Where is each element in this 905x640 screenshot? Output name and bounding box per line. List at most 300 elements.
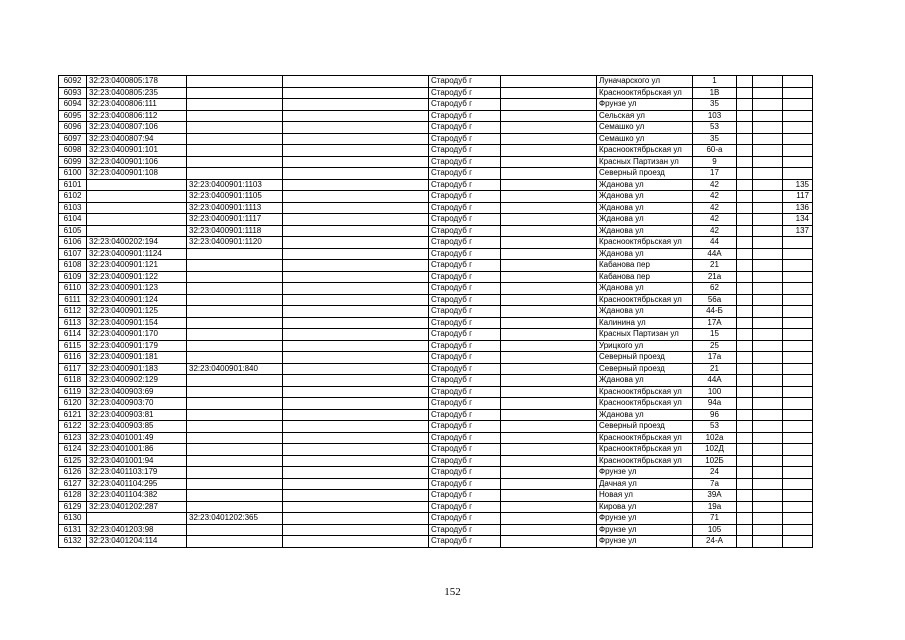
row-number-cell: 6106 xyxy=(59,237,87,249)
table-row xyxy=(59,455,813,467)
table-row xyxy=(59,524,813,536)
table-row xyxy=(59,133,813,145)
parent-cadastral-cell xyxy=(187,99,283,111)
cadastral-number-cell: 32:23:0400901:122 xyxy=(87,271,187,283)
table-row xyxy=(59,421,813,433)
row-number-cell: 6105 xyxy=(59,225,87,237)
house-number-cell: 44А xyxy=(693,248,737,260)
empty-cell xyxy=(501,455,597,467)
empty-cell xyxy=(753,76,783,88)
apartment-cell xyxy=(783,536,813,548)
table-row xyxy=(59,536,813,548)
empty-cell xyxy=(737,260,753,272)
city-cell: Стародуб г xyxy=(429,248,501,260)
empty-cell xyxy=(753,99,783,111)
empty-cell xyxy=(283,260,429,272)
parent-cadastral-cell: 32:23:0400901:1105 xyxy=(187,191,283,203)
empty-cell xyxy=(501,444,597,456)
house-number-cell: 102Д xyxy=(693,444,737,456)
empty-cell xyxy=(737,248,753,260)
empty-cell xyxy=(737,375,753,387)
table-row xyxy=(59,386,813,398)
house-number-cell: 100 xyxy=(693,386,737,398)
apartment-cell xyxy=(783,156,813,168)
apartment-cell xyxy=(783,363,813,375)
city-cell: Стародуб г xyxy=(429,87,501,99)
empty-cell xyxy=(753,317,783,329)
empty-cell xyxy=(753,478,783,490)
empty-cell xyxy=(737,409,753,421)
table-row xyxy=(59,168,813,180)
empty-cell xyxy=(737,133,753,145)
table-row xyxy=(59,306,813,318)
street-cell: Кабанова пер xyxy=(597,260,693,272)
house-number-cell: 42 xyxy=(693,225,737,237)
apartment-cell xyxy=(783,168,813,180)
row-number-cell: 6114 xyxy=(59,329,87,341)
empty-cell xyxy=(283,191,429,203)
empty-cell xyxy=(501,283,597,295)
empty-cell xyxy=(283,490,429,502)
empty-cell xyxy=(501,271,597,283)
empty-cell xyxy=(753,375,783,387)
city-cell: Стародуб г xyxy=(429,421,501,433)
empty-cell xyxy=(737,156,753,168)
parent-cadastral-cell xyxy=(187,536,283,548)
street-cell: Краснооктябрьская ул xyxy=(597,145,693,157)
table-row xyxy=(59,329,813,341)
empty-cell xyxy=(753,432,783,444)
empty-cell xyxy=(753,133,783,145)
house-number-cell: 102Б xyxy=(693,455,737,467)
empty-cell xyxy=(737,237,753,249)
empty-cell xyxy=(737,110,753,122)
house-number-cell: 21 xyxy=(693,363,737,375)
apartment-cell xyxy=(783,409,813,421)
empty-cell xyxy=(737,352,753,364)
street-cell: Красных Партизан ул xyxy=(597,156,693,168)
parent-cadastral-cell xyxy=(187,260,283,272)
empty-cell xyxy=(283,283,429,295)
street-cell: Северный проезд xyxy=(597,363,693,375)
row-number-cell: 6119 xyxy=(59,386,87,398)
empty-cell xyxy=(737,421,753,433)
empty-cell xyxy=(753,87,783,99)
cadastral-number-cell: 32:23:0400901:101 xyxy=(87,145,187,157)
city-cell: Стародуб г xyxy=(429,260,501,272)
empty-cell xyxy=(283,179,429,191)
street-cell: Северный проезд xyxy=(597,352,693,364)
empty-cell xyxy=(283,340,429,352)
empty-cell xyxy=(501,133,597,145)
house-number-cell: 35 xyxy=(693,133,737,145)
empty-cell xyxy=(283,214,429,226)
row-number-cell: 6104 xyxy=(59,214,87,226)
cadastral-number-cell: 32:23:0400901:108 xyxy=(87,168,187,180)
apartment-cell xyxy=(783,110,813,122)
table-row xyxy=(59,513,813,525)
empty-cell xyxy=(283,237,429,249)
empty-cell xyxy=(501,179,597,191)
house-number-cell: 62 xyxy=(693,283,737,295)
row-number-cell: 6130 xyxy=(59,513,87,525)
house-number-cell: 96 xyxy=(693,409,737,421)
cadastral-number-cell: 32:23:0400202:194 xyxy=(87,237,187,249)
house-number-cell: 102а xyxy=(693,432,737,444)
cadastral-number-cell: 32:23:0400901:121 xyxy=(87,260,187,272)
city-cell: Стародуб г xyxy=(429,306,501,318)
empty-cell xyxy=(737,76,753,88)
empty-cell xyxy=(501,145,597,157)
parent-cadastral-cell xyxy=(187,329,283,341)
empty-cell xyxy=(501,513,597,525)
empty-cell xyxy=(283,409,429,421)
row-number-cell: 6099 xyxy=(59,156,87,168)
apartment-cell xyxy=(783,352,813,364)
empty-cell xyxy=(737,455,753,467)
row-number-cell: 6117 xyxy=(59,363,87,375)
city-cell: Стародуб г xyxy=(429,536,501,548)
row-number-cell: 6100 xyxy=(59,168,87,180)
row-number-cell: 6116 xyxy=(59,352,87,364)
apartment-cell xyxy=(783,99,813,111)
apartment-cell xyxy=(783,340,813,352)
empty-cell xyxy=(753,237,783,249)
row-number-cell: 6108 xyxy=(59,260,87,272)
apartment-cell xyxy=(783,237,813,249)
street-cell: Дачная ул xyxy=(597,478,693,490)
house-number-cell: 35 xyxy=(693,99,737,111)
cadastral-number-cell: 32:23:0401001:94 xyxy=(87,455,187,467)
empty-cell xyxy=(737,294,753,306)
empty-cell xyxy=(283,513,429,525)
row-number-cell: 6093 xyxy=(59,87,87,99)
empty-cell xyxy=(501,478,597,490)
parent-cadastral-cell xyxy=(187,294,283,306)
house-number-cell: 44А xyxy=(693,375,737,387)
row-number-cell: 6124 xyxy=(59,444,87,456)
parent-cadastral-cell xyxy=(187,524,283,536)
house-number-cell: 44-Б xyxy=(693,306,737,318)
parent-cadastral-cell xyxy=(187,317,283,329)
row-number-cell: 6109 xyxy=(59,271,87,283)
row-number-cell: 6129 xyxy=(59,501,87,513)
apartment-cell xyxy=(783,329,813,341)
empty-cell xyxy=(283,306,429,318)
house-number-cell: 53 xyxy=(693,122,737,134)
empty-cell xyxy=(753,536,783,548)
house-number-cell: 15 xyxy=(693,329,737,341)
house-number-cell: 42 xyxy=(693,179,737,191)
street-cell: Калинина ул xyxy=(597,317,693,329)
cadastral-number-cell: 32:23:0401001:86 xyxy=(87,444,187,456)
city-cell: Стародуб г xyxy=(429,432,501,444)
table-row xyxy=(59,122,813,134)
street-cell: Кабанова пер xyxy=(597,271,693,283)
street-cell: Краснооктябрьская ул xyxy=(597,294,693,306)
empty-cell xyxy=(283,87,429,99)
empty-cell xyxy=(283,501,429,513)
house-number-cell: 39А xyxy=(693,490,737,502)
row-number-cell: 6128 xyxy=(59,490,87,502)
cadastral-number-cell: 32:23:0400901:106 xyxy=(87,156,187,168)
empty-cell xyxy=(501,329,597,341)
table-row xyxy=(59,87,813,99)
house-number-cell: 21 xyxy=(693,260,737,272)
empty-cell xyxy=(283,432,429,444)
empty-cell xyxy=(737,478,753,490)
row-number-cell: 6112 xyxy=(59,306,87,318)
cadastral-number-cell xyxy=(87,225,187,237)
street-cell: Жданова ул xyxy=(597,409,693,421)
row-number-cell: 6131 xyxy=(59,524,87,536)
cadastral-number-cell xyxy=(87,202,187,214)
table-row xyxy=(59,145,813,157)
house-number-cell: 24-А xyxy=(693,536,737,548)
table-row xyxy=(59,501,813,513)
city-cell: Стародуб г xyxy=(429,76,501,88)
table-row xyxy=(59,202,813,214)
table-row xyxy=(59,478,813,490)
street-cell: Фрунзе ул xyxy=(597,524,693,536)
street-cell: Жданова ул xyxy=(597,214,693,226)
empty-cell xyxy=(283,225,429,237)
empty-cell xyxy=(283,363,429,375)
cadastral-number-cell: 32:23:0401203:98 xyxy=(87,524,187,536)
empty-cell xyxy=(283,133,429,145)
empty-cell xyxy=(753,455,783,467)
house-number-cell: 42 xyxy=(693,202,737,214)
street-cell: Жданова ул xyxy=(597,375,693,387)
parent-cadastral-cell: 32:23:0400901:1103 xyxy=(187,179,283,191)
parent-cadastral-cell xyxy=(187,444,283,456)
house-number-cell: 53 xyxy=(693,421,737,433)
cadastral-number-cell: 32:23:0400901:125 xyxy=(87,306,187,318)
cadastral-number-cell: 32:23:0400902:129 xyxy=(87,375,187,387)
empty-cell xyxy=(737,444,753,456)
empty-cell xyxy=(283,398,429,410)
empty-cell xyxy=(501,340,597,352)
street-cell: Краснооктябрьская ул xyxy=(597,87,693,99)
empty-cell xyxy=(753,352,783,364)
empty-cell xyxy=(737,536,753,548)
empty-cell xyxy=(283,110,429,122)
empty-cell xyxy=(737,467,753,479)
parent-cadastral-cell xyxy=(187,133,283,145)
empty-cell xyxy=(501,375,597,387)
parent-cadastral-cell xyxy=(187,501,283,513)
table-row xyxy=(59,191,813,203)
house-number-cell: 60-а xyxy=(693,145,737,157)
empty-cell xyxy=(737,168,753,180)
city-cell: Стародуб г xyxy=(429,110,501,122)
table-row xyxy=(59,340,813,352)
city-cell: Стародуб г xyxy=(429,375,501,387)
empty-cell xyxy=(501,248,597,260)
empty-cell xyxy=(737,214,753,226)
table-row xyxy=(59,398,813,410)
street-cell: Сельская ул xyxy=(597,110,693,122)
city-cell: Стародуб г xyxy=(429,145,501,157)
empty-cell xyxy=(501,421,597,433)
house-number-cell: 42 xyxy=(693,191,737,203)
cadastral-number-cell: 32:23:0400805:178 xyxy=(87,76,187,88)
empty-cell xyxy=(501,76,597,88)
row-number-cell: 6107 xyxy=(59,248,87,260)
row-number-cell: 6095 xyxy=(59,110,87,122)
empty-cell xyxy=(283,524,429,536)
row-number-cell: 6113 xyxy=(59,317,87,329)
empty-cell xyxy=(283,536,429,548)
city-cell: Стародуб г xyxy=(429,386,501,398)
parent-cadastral-cell xyxy=(187,421,283,433)
city-cell: Стародуб г xyxy=(429,409,501,421)
empty-cell xyxy=(753,386,783,398)
empty-cell xyxy=(501,524,597,536)
city-cell: Стародуб г xyxy=(429,317,501,329)
apartment-cell: 117 xyxy=(783,191,813,203)
cadastral-number-cell: 32:23:0400901:1124 xyxy=(87,248,187,260)
cadastral-number-cell: 32:23:0400901:154 xyxy=(87,317,187,329)
cadastral-number-cell: 32:23:0401103:179 xyxy=(87,467,187,479)
house-number-cell: 1В xyxy=(693,87,737,99)
empty-cell xyxy=(501,536,597,548)
house-number-cell: 25 xyxy=(693,340,737,352)
city-cell: Стародуб г xyxy=(429,294,501,306)
apartment-cell xyxy=(783,133,813,145)
parent-cadastral-cell: 32:23:0400901:1113 xyxy=(187,202,283,214)
street-cell: Жданова ул xyxy=(597,202,693,214)
city-cell: Стародуб г xyxy=(429,455,501,467)
street-cell: Жданова ул xyxy=(597,283,693,295)
table-row xyxy=(59,179,813,191)
cadastral-number-cell xyxy=(87,214,187,226)
empty-cell xyxy=(737,283,753,295)
cadastral-number-cell: 32:23:0400901:183 xyxy=(87,363,187,375)
parent-cadastral-cell xyxy=(187,386,283,398)
row-number-cell: 6098 xyxy=(59,145,87,157)
empty-cell xyxy=(283,421,429,433)
row-number-cell: 6103 xyxy=(59,202,87,214)
house-number-cell: 24 xyxy=(693,467,737,479)
apartment-cell xyxy=(783,145,813,157)
street-cell: Краснооктябрьская ул xyxy=(597,432,693,444)
empty-cell xyxy=(283,294,429,306)
apartment-cell: 134 xyxy=(783,214,813,226)
apartment-cell xyxy=(783,306,813,318)
empty-cell xyxy=(753,168,783,180)
street-cell: Жданова ул xyxy=(597,306,693,318)
city-cell: Стародуб г xyxy=(429,191,501,203)
empty-cell xyxy=(501,191,597,203)
cadastral-number-cell: 32:23:0400806:111 xyxy=(87,99,187,111)
house-number-cell: 94а xyxy=(693,398,737,410)
apartment-cell xyxy=(783,260,813,272)
empty-cell xyxy=(753,501,783,513)
city-cell: Стародуб г xyxy=(429,513,501,525)
street-cell: Фрунзе ул xyxy=(597,536,693,548)
street-cell: Краснооктябрьская ул xyxy=(597,398,693,410)
cadastral-number-cell: 32:23:0401202:287 xyxy=(87,501,187,513)
city-cell: Стародуб г xyxy=(429,99,501,111)
parent-cadastral-cell xyxy=(187,478,283,490)
house-number-cell: 21а xyxy=(693,271,737,283)
parent-cadastral-cell xyxy=(187,490,283,502)
table-row xyxy=(59,214,813,226)
empty-cell xyxy=(737,501,753,513)
apartment-cell xyxy=(783,524,813,536)
house-number-cell: 17а xyxy=(693,352,737,364)
cadastral-number-cell xyxy=(87,179,187,191)
empty-cell xyxy=(753,225,783,237)
empty-cell xyxy=(501,156,597,168)
city-cell: Стародуб г xyxy=(429,133,501,145)
empty-cell xyxy=(283,329,429,341)
empty-cell xyxy=(501,237,597,249)
empty-cell xyxy=(753,110,783,122)
empty-cell xyxy=(753,202,783,214)
street-cell: Краснооктябрьская ул xyxy=(597,455,693,467)
city-cell: Стародуб г xyxy=(429,122,501,134)
table-row xyxy=(59,317,813,329)
parent-cadastral-cell xyxy=(187,145,283,157)
street-cell: Жданова ул xyxy=(597,179,693,191)
city-cell: Стародуб г xyxy=(429,214,501,226)
house-number-cell: 56а xyxy=(693,294,737,306)
city-cell: Стародуб г xyxy=(429,271,501,283)
street-cell: Кирова ул xyxy=(597,501,693,513)
apartment-cell xyxy=(783,375,813,387)
empty-cell xyxy=(753,524,783,536)
empty-cell xyxy=(753,122,783,134)
empty-cell xyxy=(737,202,753,214)
row-number-cell: 6101 xyxy=(59,179,87,191)
empty-cell xyxy=(753,329,783,341)
empty-cell xyxy=(753,444,783,456)
empty-cell xyxy=(283,145,429,157)
apartment-cell xyxy=(783,501,813,513)
apartment-cell xyxy=(783,432,813,444)
city-cell: Стародуб г xyxy=(429,478,501,490)
street-cell: Новая ул xyxy=(597,490,693,502)
empty-cell xyxy=(737,87,753,99)
parent-cadastral-cell xyxy=(187,122,283,134)
row-number-cell: 6097 xyxy=(59,133,87,145)
empty-cell xyxy=(737,179,753,191)
city-cell: Стародуб г xyxy=(429,524,501,536)
parent-cadastral-cell xyxy=(187,248,283,260)
empty-cell xyxy=(283,271,429,283)
house-number-cell: 17А xyxy=(693,317,737,329)
empty-cell xyxy=(753,145,783,157)
empty-cell xyxy=(501,490,597,502)
cadastral-number-cell: 32:23:0401204:114 xyxy=(87,536,187,548)
empty-cell xyxy=(753,191,783,203)
row-number-cell: 6092 xyxy=(59,76,87,88)
table-row xyxy=(59,283,813,295)
parent-cadastral-cell xyxy=(187,283,283,295)
row-number-cell: 6118 xyxy=(59,375,87,387)
empty-cell xyxy=(283,156,429,168)
empty-cell xyxy=(501,214,597,226)
apartment-cell xyxy=(783,386,813,398)
city-cell: Стародуб г xyxy=(429,237,501,249)
empty-cell xyxy=(753,363,783,375)
empty-cell xyxy=(753,179,783,191)
apartment-cell xyxy=(783,467,813,479)
apartment-cell xyxy=(783,513,813,525)
apartment-cell xyxy=(783,490,813,502)
